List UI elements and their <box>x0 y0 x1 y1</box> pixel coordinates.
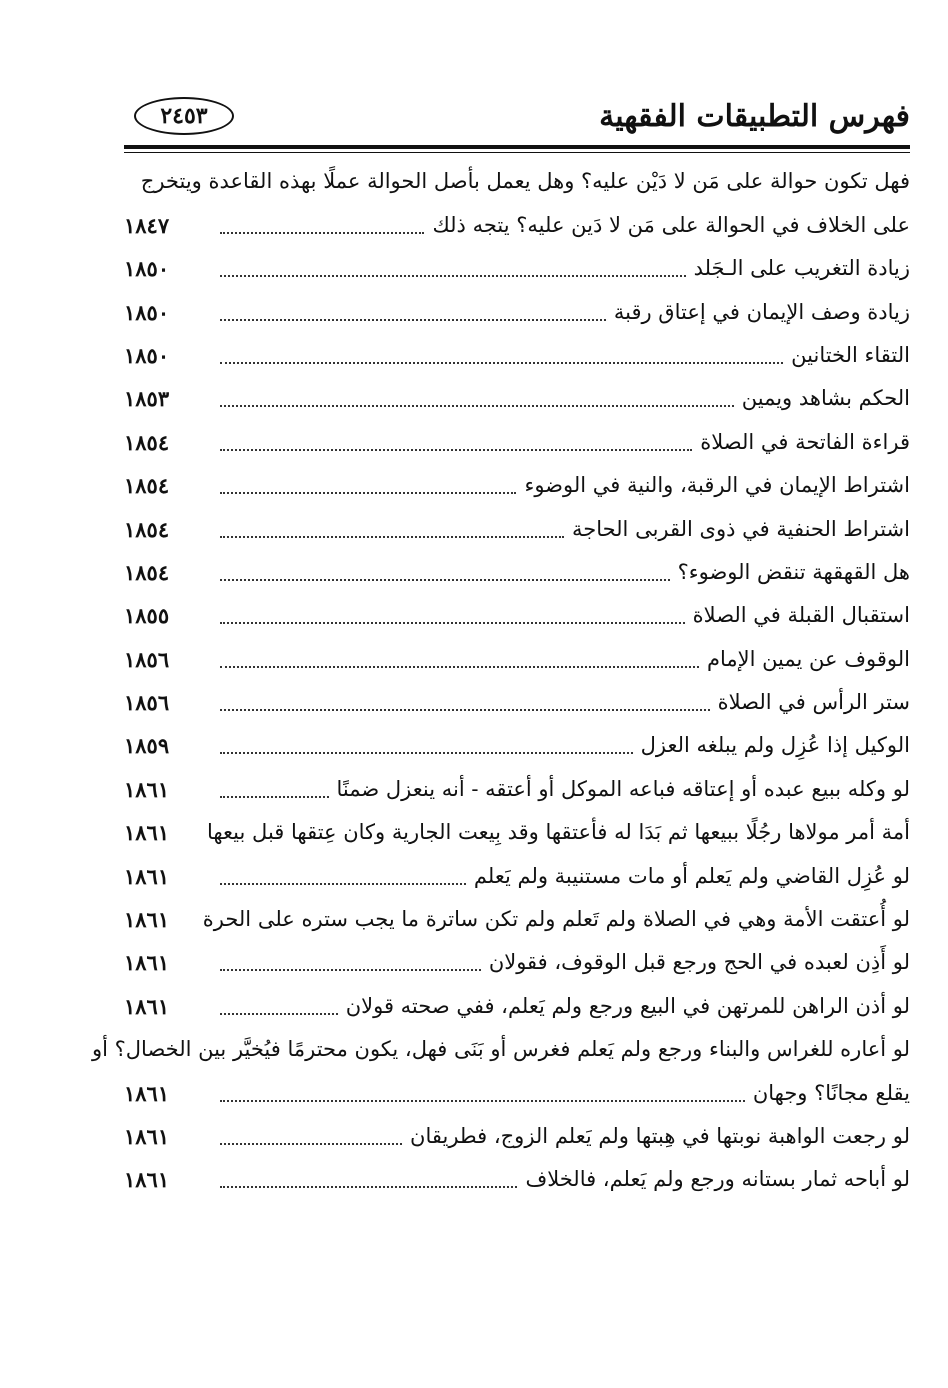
entry-page: ١٨٦١ <box>124 1167 170 1193</box>
index-entry <box>124 854 910 897</box>
entry-page: ١٨٥٣ <box>124 386 170 412</box>
dot-leader <box>220 865 466 885</box>
entry-page: ١٨٦١ <box>124 863 170 889</box>
dot-leader <box>220 1168 517 1188</box>
dot-leader <box>220 344 783 364</box>
entry-text: الوقوف عن يمين الإمام <box>706 646 910 671</box>
index-entry <box>124 247 910 290</box>
entry-text: استقبال القبلة في الصلاة <box>692 603 910 628</box>
dot-leader <box>220 474 516 494</box>
index-entry <box>124 767 910 810</box>
entry-page: ١٨٥٥ <box>124 603 170 629</box>
entry-page: ١٨٥٠ <box>124 342 170 368</box>
entry-text: اشتراط الحنفية في ذوى القربى الحاجة <box>571 516 910 541</box>
entry-page: ١٨٥٤ <box>124 559 170 585</box>
entry-page: ١٨٦١ <box>124 1080 170 1106</box>
dot-leader <box>220 604 685 624</box>
dot-leader <box>220 431 692 451</box>
index-entry <box>124 681 910 724</box>
header-rule-thick <box>124 145 910 149</box>
index-entry <box>124 1115 910 1158</box>
dot-leader <box>220 648 699 668</box>
index-entry <box>124 811 910 854</box>
entry-text: زيادة التغريب على الـجَلد <box>693 256 910 281</box>
index-entry <box>124 984 910 1027</box>
entry-page: ١٨٥٦ <box>124 646 170 672</box>
index-entry <box>124 1071 910 1114</box>
dot-leader <box>220 301 606 321</box>
index-list <box>91 160 910 1201</box>
entry-text: فهل تكون حوالة على مَن لا دَيْن عليه؟ وهل يعمل بأصل الحوالة عملًا بهذه القاعدة ويتخرج <box>140 169 910 194</box>
dot-leader <box>220 518 564 538</box>
entry-text: لو أَذِن لعبده في الحج ورجع قبل الوقوف، فقولان <box>488 950 910 975</box>
index-entry <box>124 724 910 767</box>
page-title: فهرس التطبيقات الفقهية <box>599 98 910 134</box>
entry-text: التقاء الختانين <box>791 342 910 367</box>
page-number-badge: ٢٤٥٣ <box>134 97 234 135</box>
index-entry <box>124 898 910 941</box>
entry-page: ١٨٦١ <box>124 993 170 1019</box>
entry-page: ١٨٦١ <box>124 1123 170 1149</box>
entry-text: لو رجعت الواهبة نوبتها في هِبتها ولم يَعلم الزوج، فطريقان <box>410 1123 910 1148</box>
dot-leader <box>220 778 329 798</box>
entry-text: لو أُعتقت الأمة وهي في الصلاة ولم تَعلم ولم تكن ساترة ما يجب ستره على الحرة <box>202 907 910 932</box>
dot-leader <box>220 1125 402 1145</box>
index-entry <box>124 334 910 377</box>
entry-text: زيادة وصف الإيمان في إعتاق رقبة <box>613 299 910 324</box>
index-entry <box>124 160 910 203</box>
entry-page: ١٨٥٦ <box>124 690 170 716</box>
index-entry <box>124 377 910 420</box>
dot-leader <box>220 691 710 711</box>
dot-leader <box>220 995 338 1015</box>
dot-leader <box>220 257 686 277</box>
entry-text: الحكم بشاهد ويمين <box>741 386 910 411</box>
index-entry <box>124 507 910 550</box>
index-entry <box>124 420 910 463</box>
entry-text: على الخلاف في الحوالة على مَن لا دَين عليه؟ يتجه ذلك <box>432 212 910 237</box>
index-entry <box>124 594 910 637</box>
dot-leader <box>220 561 670 581</box>
entry-text: الوكيل إذا عُزِل ولم يبلغه العزل <box>640 733 910 758</box>
index-entry <box>91 1028 910 1071</box>
dot-leader <box>220 387 734 407</box>
entry-text: لو أذن الراهن للمرتهن في البيع ورجع ولم يَعلم، ففي صحته قولان <box>345 993 910 1018</box>
dot-leader <box>220 214 424 234</box>
entry-text: أمة أمر مولاها رجُلًا ببيعها ثم بَدَا له فأعتقها وقد بِيعت الجارية وكان عِتقها قبل بيعها <box>206 820 910 845</box>
index-entry <box>124 290 910 333</box>
dot-leader <box>220 951 481 971</box>
entry-text: لو أعاره للغراس والبناء ورجع ولم يَعلم فغرس أو بَنَى فهل، يكون محترمًا فيُخيَّر بين الخصال؟ أو <box>91 1037 910 1062</box>
entry-text: هل القهقهة تنقض الوضوء؟ <box>677 559 910 584</box>
index-entry <box>124 551 910 594</box>
index-entry <box>124 464 910 507</box>
index-entry <box>124 203 910 246</box>
entry-page: ١٨٥٠ <box>124 256 170 282</box>
entry-page: ١٨٥٤ <box>124 516 170 542</box>
entry-page: ١٨٦١ <box>124 907 170 933</box>
entry-text: لو وكله ببيع عبده أو إعتاقه فباعه الموكل أو أعتقه - أنه ينعزل ضمنًا <box>336 776 910 801</box>
entry-page: ١٨٦١ <box>124 820 170 846</box>
page-header <box>124 92 910 140</box>
entry-page: ١٨٥٤ <box>124 429 170 455</box>
header-rule-thin <box>124 152 910 153</box>
entry-text: لو أباحه ثمار بستانه ورجع ولم يَعلم، فالخلاف <box>525 1167 910 1192</box>
dot-leader <box>220 734 633 754</box>
entry-text: لو عُزِل القاضي ولم يَعلم أو مات مستنيبة ولم يَعلم <box>473 863 910 888</box>
entry-page: ١٨٤٧ <box>124 212 170 238</box>
entry-text: قراءة الفاتحة في الصلاة <box>700 429 910 454</box>
index-entry <box>124 637 910 680</box>
index-entry <box>124 941 910 984</box>
entry-page: ١٨٥٠ <box>124 299 170 325</box>
entry-text: يقلع مجانًا؟ وجهان <box>752 1080 910 1105</box>
entry-page: ١٨٦١ <box>124 950 170 976</box>
dot-leader <box>220 1082 745 1102</box>
entry-page: ١٨٥٤ <box>124 473 170 499</box>
entry-text: ستر الرأس في الصلاة <box>717 690 910 715</box>
index-entry <box>124 1158 910 1201</box>
entry-text: اشتراط الإيمان في الرقبة، والنية في الوضوء <box>524 473 910 498</box>
entry-page: ١٨٥٩ <box>124 733 170 759</box>
entry-page: ١٨٦١ <box>124 776 170 802</box>
